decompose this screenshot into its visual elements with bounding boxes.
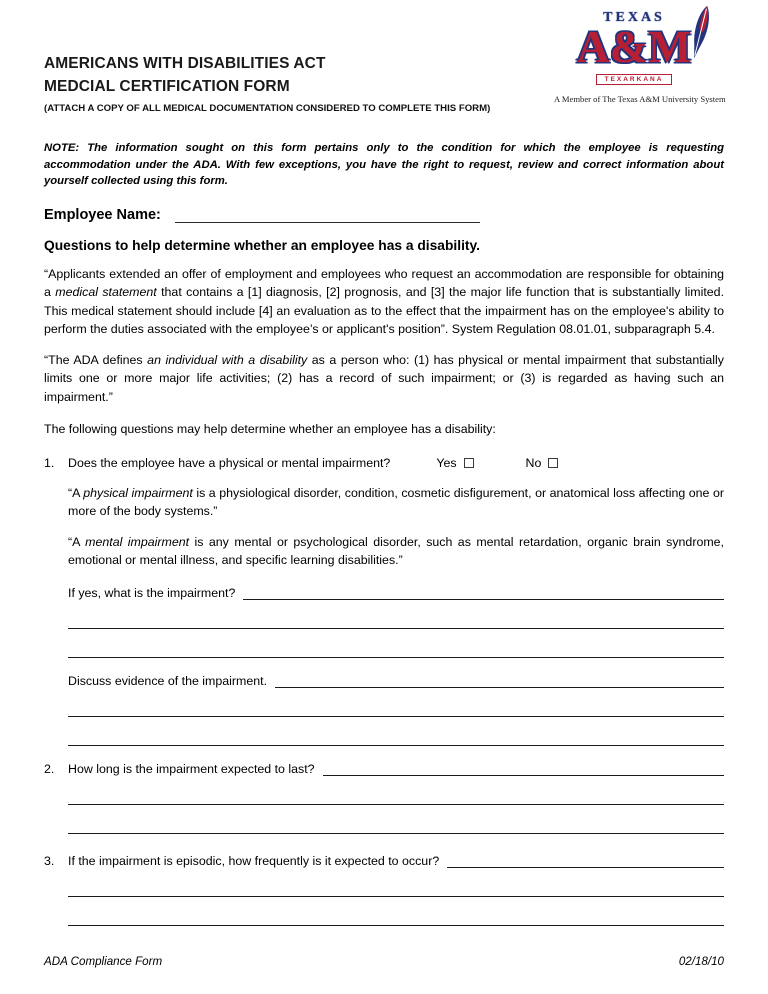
system-member-tagline: A Member of The Texas A&M University System xyxy=(554,94,726,104)
yes-option xyxy=(436,455,473,472)
impairment-answer-line-3[interactable] xyxy=(68,629,724,658)
page-footer xyxy=(44,955,724,968)
employee-name-field[interactable] xyxy=(175,208,480,223)
physical-def-b: physical impairment xyxy=(83,485,193,500)
impairment-answer-line-2[interactable] xyxy=(68,600,724,629)
p1-part-a: “Applicants extended an offer of employment and employees who request an accommodation are responsible for obtaining a xyxy=(44,266,724,299)
frequency-answer-line-2[interactable] xyxy=(68,868,724,897)
no-label: No xyxy=(525,455,542,470)
p2-part-b: an individual with a disability xyxy=(147,352,308,367)
university-branding xyxy=(554,8,724,104)
form-titles xyxy=(44,8,490,114)
question-3-text: If the impairment is episodic, how frequently is it expected to occur? xyxy=(68,853,440,868)
privacy-note xyxy=(44,140,724,190)
evidence-answer-line-2[interactable] xyxy=(68,688,724,717)
mental-def-c: is any mental or psychological disorder, such as mental retardation, organic brain syndrome, emotional or mental illness, and specific learning disabilities.” xyxy=(68,534,724,567)
frequency-answer-line-1[interactable] xyxy=(447,854,724,868)
employee-name-label: Employee Name: xyxy=(44,206,161,223)
question-1-row xyxy=(44,455,724,472)
form-attach-instruction: (ATTACH A COPY OF ALL MEDICAL DOCUMENTATION CONSIDERED TO COMPLETE THIS FORM) xyxy=(44,103,491,114)
evidence-answer-line-1[interactable] xyxy=(275,674,724,688)
question-1-text: Does the employee have a physical or mental impairment? xyxy=(68,455,391,470)
duration-answer-line-3[interactable] xyxy=(68,805,724,834)
note-text: The information sought on this form pertains only to the condition for which the employee is requesting accommodation under the ADA. With few exceptions, you have the right to request, review and correct information about yourself collected using this form. xyxy=(44,142,724,187)
no-option xyxy=(526,455,559,472)
question-2-row xyxy=(44,762,724,776)
form-header xyxy=(44,8,724,114)
logo-am-text: A&M xyxy=(576,21,692,72)
mental-def-a: “A xyxy=(68,534,86,549)
question-2-text: How long is the impairment expected to last? xyxy=(68,761,315,776)
p1-part-c: that contains a [1] diagnosis, [2] prognosis, and [3] the major life function that is substantially limited. This medical statement should include [4] an evaluation as to the effect that the impairment has on the employee's ability to perform the duties associated with the employee’s or applicant's position”. System Regulation 08.01.01, subparagraph 5.4. xyxy=(44,285,725,336)
impairment-answer-line-1[interactable] xyxy=(243,586,724,600)
logo-texas-text: TEXAS xyxy=(603,10,665,25)
p1-part-b: medical statement xyxy=(55,285,157,299)
logo-texarkana-banner: TEXARKANA xyxy=(596,74,673,85)
section-heading: Questions to help determine whether an employee has a disability. xyxy=(44,237,480,253)
footer-form-name: ADA Compliance Form xyxy=(44,955,163,968)
intro-paragraph-2 xyxy=(44,351,724,407)
employee-name-row xyxy=(44,207,724,223)
yes-checkbox[interactable] xyxy=(464,458,474,468)
question-3-number: 3. xyxy=(44,853,55,868)
frequency-answer-line-3[interactable] xyxy=(68,897,724,926)
question-3-row xyxy=(44,854,724,868)
form-title-line1: AMERICANS WITH DISABILITIES ACT xyxy=(44,55,326,72)
yes-label: Yes xyxy=(436,455,457,470)
if-yes-label: If yes, what is the impairment? xyxy=(68,585,236,600)
impairment-question-row xyxy=(68,586,724,600)
evidence-question-row xyxy=(68,674,724,688)
physical-def-a: “A xyxy=(68,485,84,500)
note-label: NOTE: xyxy=(44,142,80,154)
question-1-number: 1. xyxy=(44,455,55,470)
duration-answer-line-2[interactable] xyxy=(68,776,724,805)
footer-date: 02/18/10 xyxy=(678,955,724,968)
evidence-answer-line-3[interactable] xyxy=(68,717,724,746)
intro-paragraph-3: The following questions may help determine whether an employee has a disability: xyxy=(44,422,496,436)
question-2-number: 2. xyxy=(44,761,55,776)
mental-def-b: mental impairment xyxy=(85,534,190,549)
p2-part-c: as a person who: (1) has physical or mental impairment that substantially limits one or more major life activities; (2) has a record of such impairment; or (3) is regarded as having such an impairment.” xyxy=(44,352,724,404)
duration-answer-line-1[interactable] xyxy=(323,762,724,776)
tamu-texarkana-logo xyxy=(577,10,702,86)
physical-def-c: is a physiological disorder, condition, cosmetic disfigurement, or anatomical loss affecting one or more of the body systems.” xyxy=(68,485,724,518)
form-title-line2: MEDCIAL CERTIFICATION FORM xyxy=(44,78,290,95)
physical-impairment-definition xyxy=(68,484,724,521)
discuss-evidence-label: Discuss evidence of the impairment. xyxy=(68,673,268,688)
p2-part-a: “The ADA defines xyxy=(44,352,148,367)
intro-paragraph-1 xyxy=(44,265,724,339)
no-checkbox[interactable] xyxy=(548,458,558,468)
mental-impairment-definition xyxy=(68,533,724,570)
